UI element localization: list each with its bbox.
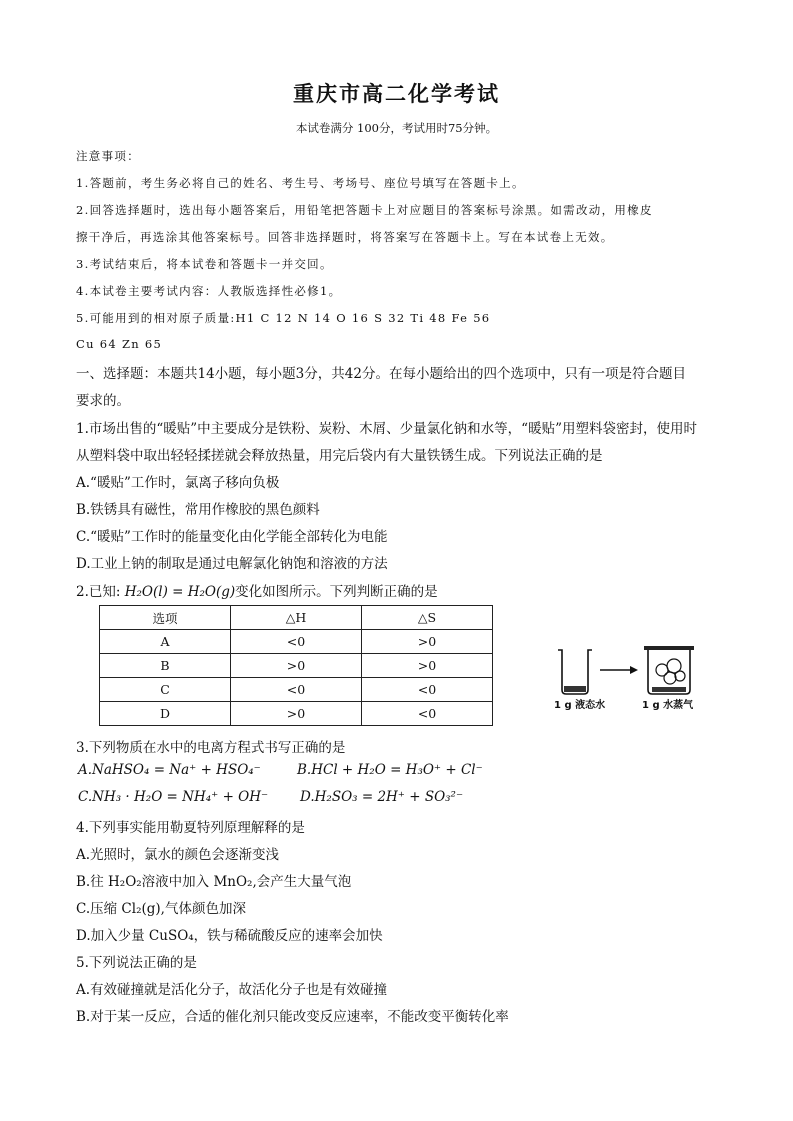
table-header-cell: △S [362, 606, 493, 630]
notice-item: 3.考试结束后，将本试卷和答题卡一并交回。 [76, 257, 333, 271]
beaker-liquid-icon [558, 650, 592, 694]
question-4-option: D.加入少量 CuSO₄，铁与稀硫酸反应的速率会加快 [76, 928, 383, 944]
table-header-cell: △H [231, 606, 362, 630]
figure-label-vapor: 1 g 水蒸气 [642, 700, 694, 711]
table-header-row [100, 606, 493, 630]
question-1-option: A.“暖贴”工作时，氯离子移向负极 [76, 475, 280, 491]
notice-item: 1.答题前，考生务必将自己的姓名、考生号、考场号、座位号填写在答题卡上。 [76, 176, 525, 190]
notice-item: 擦干净后，再选涂其他答案标号。回答非选择题时，将答案写在答题卡上。写在本试卷上无效。 [76, 230, 614, 244]
table-row [100, 630, 493, 654]
table-cell: <0 [362, 678, 493, 702]
water-vaporization-figure [550, 640, 700, 710]
table-cell: A [100, 630, 231, 654]
question-4-stem: 4.下列事实能用勒夏特列原理解释的是 [76, 820, 305, 836]
notice-item: 4.本试卷主要考试内容：人教版选择性必修1。 [76, 284, 342, 298]
table-cell: C [100, 678, 231, 702]
question-5-stem: 5.下列说法正确的是 [76, 955, 197, 971]
question-3-option: B.HCl + H₂O = H₃O⁺ + Cl⁻ [297, 762, 483, 778]
question-3-option: C.NH₃ · H₂O = NH₄⁺ + OH⁻ [78, 789, 269, 805]
table-cell: >0 [362, 654, 493, 678]
question-2-prefix: 2.已知: [76, 584, 125, 600]
page-title: 重庆市高二化学考试 [293, 81, 500, 106]
question-1-option: B.铁锈具有磁性，常用作橡胶的黑色颜料 [76, 502, 320, 518]
table-row [100, 678, 493, 702]
beaker-vapor-icon [644, 646, 694, 694]
question-3-option: D.H₂SO₃ = 2H⁺ + SO₃²⁻ [300, 789, 464, 805]
table-cell: B [100, 654, 231, 678]
arrow-icon [600, 666, 638, 674]
table-cell: <0 [362, 702, 493, 726]
question-4-option: C.压缩 Cl₂(g),气体颜色加深 [76, 901, 246, 917]
table-row [100, 702, 493, 726]
section-intro: 要求的。 [76, 393, 130, 409]
notice-item: 2.回答选择题时，选出每小题答案后，用铅笔把答题卡上对应题目的答案标号涂黑。如需改动，用橡皮 [76, 203, 653, 217]
section-intro: 一、选择题：本题共14小题，每小题3分，共42分。在每小题给出的四个选项中，只有一项是符合题目 [76, 366, 686, 382]
question-1-option: D.工业上钠的制取是通过电解氯化钠饱和溶液的方法 [76, 556, 388, 572]
notice-item: 5.可能用到的相对原子质量:H1 C 12 N 14 O 16 S 32 Ti 48 Fe 56 [76, 311, 491, 325]
question-1-stem: 1.市场出售的“暖贴”中主要成分是铁粉、炭粉、木屑、少量氯化钠和水等，“暖贴”用塑料袋密封，使用时 [76, 421, 697, 437]
table-cell: >0 [231, 702, 362, 726]
question-2-table [99, 605, 493, 726]
table-cell: >0 [362, 630, 493, 654]
figure-label-liquid: 1 g 液态水 [554, 700, 606, 711]
table-cell: >0 [231, 654, 362, 678]
question-4-option: A.光照时，氯水的颜色会逐渐变浅 [76, 847, 280, 863]
question-5-option: B.对于某一反应，合适的催化剂只能改变反应速率，不能改变平衡转化率 [76, 1009, 509, 1025]
question-2-suffix: 变化如图所示。下列判断正确的是 [235, 584, 438, 600]
table-row [100, 654, 493, 678]
table-cell: <0 [231, 630, 362, 654]
question-3-option: A.NaHSO₄ = Na⁺ + HSO₄⁻ [78, 762, 261, 778]
question-4-option: B.往 H₂O₂溶液中加入 MnO₂,会产生大量气泡 [76, 874, 352, 890]
notice-heading: 注意事项： [76, 149, 140, 163]
question-2-equation: H₂O(l) = H₂O(g) [124, 584, 236, 600]
table-header-cell: 选项 [100, 606, 231, 630]
question-1-option: C.“暖贴”工作时的能量变化由化学能全部转化为电能 [76, 529, 388, 545]
question-3-stem: 3.下列物质在水中的电离方程式书写正确的是 [76, 740, 346, 756]
notice-item: Cu 64 Zn 65 [76, 337, 163, 351]
table-cell: D [100, 702, 231, 726]
question-2-stem [76, 580, 438, 600]
table-cell: <0 [231, 678, 362, 702]
question-5-option: A.有效碰撞就是活化分子，故活化分子也是有效碰撞 [76, 982, 388, 998]
exam-subtitle: 本试卷满分 100分，考试用时75分钟。 [295, 121, 498, 135]
question-1-stem: 从塑料袋中取出轻轻揉搓就会释放热量，用完后袋内有大量铁锈生成。下列说法正确的是 [76, 448, 603, 464]
